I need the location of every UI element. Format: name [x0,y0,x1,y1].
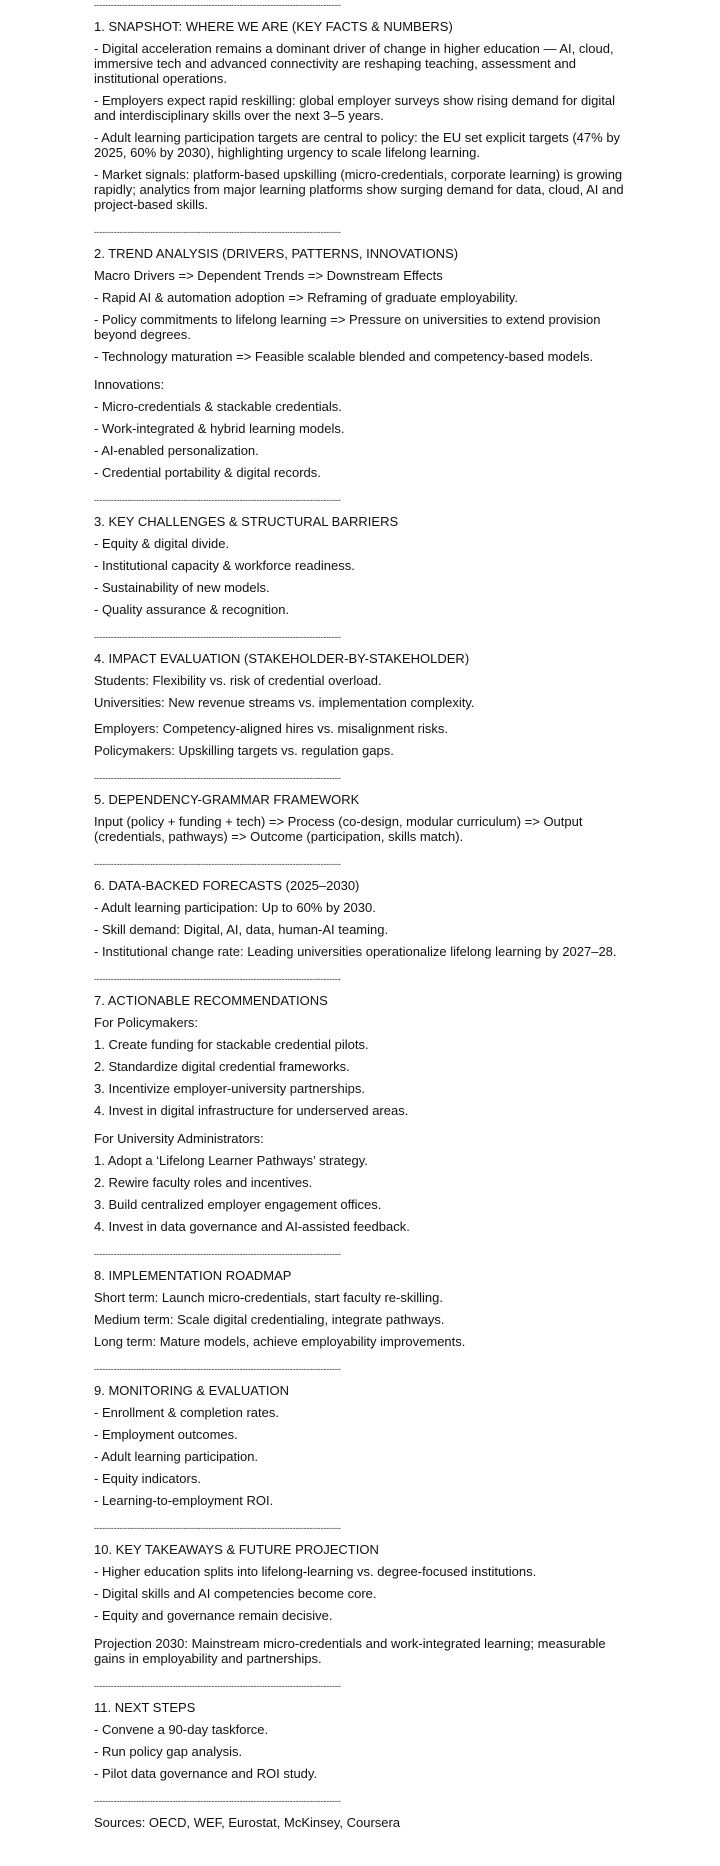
section-next-steps [94,1700,626,1796]
section-divider [94,1364,341,1374]
subheading: For Policymakers: [94,1015,199,1030]
section-takeaways [94,1542,626,1681]
sources-line: Sources: OECD, WEF, Eurostat, McKinsey, Coursera [94,1815,401,1830]
section-heading: 8. IMPLEMENTATION ROADMAP [94,1268,292,1283]
projection-text: Projection 2030: Mainstream micro-credentials and work-integrated learning; measurable gains in employability and partnerships. [94,1636,606,1666]
list-item: - Adult learning participation: Up to 60% by 2030. [94,900,376,915]
list-item: - Employment outcomes. [94,1427,238,1442]
section-divider [94,0,341,10]
section-impact-evaluation [94,651,626,773]
list-item: - Digital acceleration remains a dominant driver of change in higher education — AI, cloud, immersive tech and advanced connectivity are reshaping teaching, assessment and institutional operations. [94,41,614,86]
list-item: - Institutional change rate: Leading universities operationalize lifelong learning by 2027–28. [94,944,617,959]
section-snapshot [94,19,626,227]
list-item: - Employers expect rapid reskilling: global employer surveys show rising demand for digital and interdisciplinary skills over the next 3–5 years. [94,93,615,123]
section-heading: 6. DATA-BACKED FORECASTS (2025–2030) [94,878,360,893]
list-item: - Run policy gap analysis. [94,1744,243,1759]
section-divider [94,1249,341,1259]
list-item: - Quality assurance & recognition. [94,602,290,617]
list-item: 4. Invest in digital infrastructure for underserved areas. [94,1103,409,1118]
section-divider [94,227,341,237]
list-item: - Market signals: platform-based upskilling (micro-credentials, corporate learning) is growing rapidly; analytics from major learning platforms show surging demand for data, cloud, AI and project-based skills. [94,167,624,212]
list-item: 1. Adopt a ‘Lifelong Learner Pathways’ strategy. [94,1153,368,1168]
list-item: 3. Incentivize employer-university partnerships. [94,1081,365,1096]
list-item: Policymakers: Upskilling targets vs. regulation gaps. [94,743,394,758]
list-item: 4. Invest in data governance and AI-assisted feedback. [94,1219,410,1234]
section-heading: 11. NEXT STEPS [94,1700,196,1715]
list-item: - AI-enabled personalization. [94,443,259,458]
list-item: - Sustainability of new models. [94,580,270,595]
list-item: - Technology maturation => Feasible scalable blended and competency-based models. [94,349,594,364]
list-item: 1. Create funding for stackable credential pilots. [94,1037,369,1052]
list-item: - Micro-credentials & stackable credentials. [94,399,342,414]
list-item: 2. Standardize digital credential frameworks. [94,1059,350,1074]
list-item: - Enrollment & completion rates. [94,1405,279,1420]
section-divider [94,974,341,984]
list-item: - Institutional capacity & workforce readiness. [94,558,355,573]
section-heading: 9. MONITORING & EVALUATION [94,1383,290,1398]
section-heading: 1. SNAPSHOT: WHERE WE ARE (KEY FACTS & NUMBERS) [94,19,453,34]
section-divider [94,773,341,783]
section-heading: 5. DEPENDENCY-GRAMMAR FRAMEWORK [94,792,360,807]
section-forecasts [94,878,626,974]
section-heading: 3. KEY CHALLENGES & STRUCTURAL BARRIERS [94,514,399,529]
list-item: Students: Flexibility vs. risk of credential overload. [94,673,382,688]
list-item: Short term: Launch micro-credentials, start faculty re-skilling. [94,1290,443,1305]
subheading: Innovations: [94,377,165,392]
list-item: - Digital skills and AI competencies become core. [94,1586,377,1601]
section-divider [94,859,341,869]
section-divider [94,632,341,642]
section-divider [94,1796,341,1806]
subheading: For University Administrators: [94,1131,264,1146]
list-item: - Policy commitments to lifelong learning => Pressure on universities to extend provision beyond degrees. [94,312,601,342]
list-item: - Adult learning participation. [94,1449,259,1464]
section-recommendations [94,993,626,1249]
list-item: 2. Rewire faculty roles and incentives. [94,1175,313,1190]
list-item: - Skill demand: Digital, AI, data, human-AI teaming. [94,922,389,937]
list-item: - Work-integrated & hybrid learning models. [94,421,345,436]
list-item: - Convene a 90-day taskforce. [94,1722,269,1737]
section-challenges [94,514,626,632]
list-item: - Equity indicators. [94,1471,201,1486]
list-item: Employers: Competency-aligned hires vs. misalignment risks. [94,721,449,736]
list-item: - Equity & digital divide. [94,536,230,551]
section-monitoring [94,1383,626,1523]
list-item: - Credential portability & digital records. [94,465,321,480]
list-item: - Higher education splits into lifelong-learning vs. degree-focused institutions. [94,1564,537,1579]
list-item: - Pilot data governance and ROI study. [94,1766,318,1781]
section-framework [94,792,626,859]
list-item: - Adult learning participation targets are central to policy: the EU set explicit targets (47% by 2025, 60% by 2030), highlighting urgency to scale lifelong learning. [94,130,621,160]
section-roadmap [94,1268,626,1364]
list-item: - Learning-to-employment ROI. [94,1493,274,1508]
section-trend-analysis [94,246,626,495]
section-divider [94,495,341,505]
list-item: Input (policy + funding + tech) => Process (co-design, modular curriculum) => Output (credentials, pathways) => Outcome (participation, skills match). [94,814,583,844]
section-heading: 7. ACTIONABLE RECOMMENDATIONS [94,993,328,1008]
section-divider [94,1681,341,1691]
list-item: Medium term: Scale digital credentialing, integrate pathways. [94,1312,445,1327]
section-divider [94,1523,341,1533]
list-item: Long term: Mature models, achieve employability improvements. [94,1334,466,1349]
list-item: Universities: New revenue streams vs. implementation complexity. [94,695,475,710]
list-item: 3. Build centralized employer engagement offices. [94,1197,382,1212]
section-heading: 10. KEY TAKEAWAYS & FUTURE PROJECTION [94,1542,379,1557]
section-intro: Macro Drivers => Dependent Trends => Downstream Effects [94,268,443,283]
list-item: - Rapid AI & automation adoption => Reframing of graduate employability. [94,290,518,305]
list-item: - Equity and governance remain decisive. [94,1608,333,1623]
section-heading: 2. TREND ANALYSIS (DRIVERS, PATTERNS, INNOVATIONS) [94,246,459,261]
section-heading: 4. IMPACT EVALUATION (STAKEHOLDER-BY-STAKEHOLDER) [94,651,470,666]
